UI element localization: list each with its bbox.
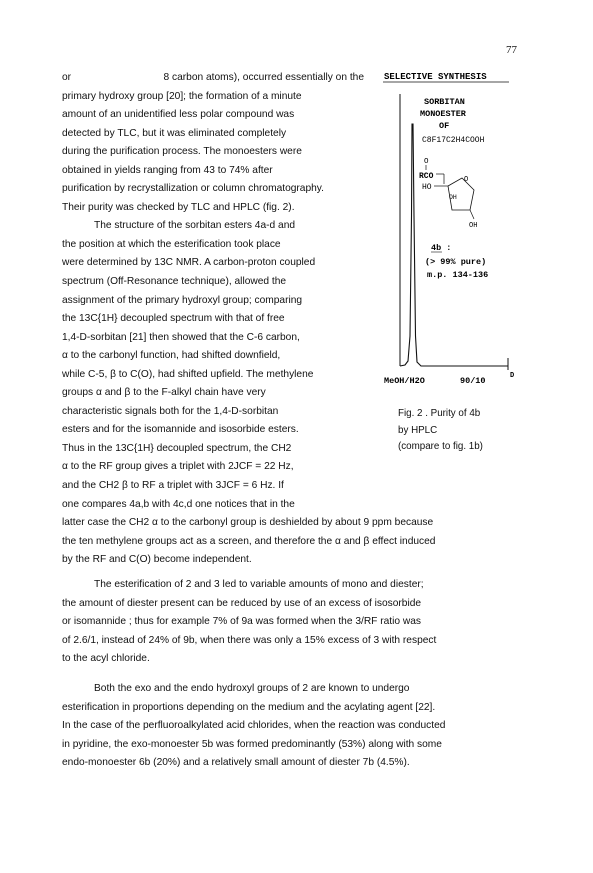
text-line: The esterification of 2 and 3 led to variable amounts of mono and diester;: [94, 579, 424, 590]
rco-label: RCO: [419, 172, 434, 181]
text-line: amount of an unidentified less polar compound was: [62, 109, 295, 121]
text-line: spectrum (Off-Resonance technique), allowed the: [62, 276, 287, 288]
text-line: and the CH2 β to RF a triplet with 3JCF = 6 Hz. If: [62, 480, 284, 492]
hplc-figure: [378, 66, 528, 396]
text-line: purification by recrystallization or column chromatography.: [62, 183, 324, 195]
compound-name-1: SORBITAN: [424, 97, 465, 107]
text-line: 1,4-D-sorbitan [21] then showed that the C-6 carbon,: [62, 331, 300, 343]
text-line: esters and for the isomannide and isosorbide esters.: [62, 424, 299, 436]
page-number: 77: [506, 44, 517, 56]
figure-heading: SELECTIVE SYNTHESIS: [384, 72, 487, 82]
text-line: α to the RF group gives a triplet with 2JCF = 22 Hz,: [62, 461, 294, 473]
text-line: while C-5, β to C(O), had shifted upfield. The methylene: [62, 368, 314, 380]
text-line: the position at which the esterification took place: [62, 238, 281, 250]
compound-formula: C8F17C2H4COOH: [422, 136, 485, 145]
compound-name-3: OF: [439, 121, 450, 131]
text-line: during the purification process. The monoesters were: [62, 146, 302, 158]
text-line: Their purity was checked by TLC and HPLC (fig. 2).: [62, 201, 295, 213]
text-line: or isomannide ; thus for example 7% of 9a was formed when the 3/RF ratio was: [62, 616, 421, 628]
ring-o: O: [464, 176, 469, 184]
text-line: were determined by 13C NMR. A carbon-proton coupled: [62, 257, 316, 269]
text-line: or 8 carbon atoms), occurred essentially on the: [62, 72, 364, 83]
caption-line: Fig. 2 . Purity of 4b: [398, 408, 481, 419]
text-line: in pyridine, the exo-monoester 5b was formed predominantly (53%) along with some: [62, 738, 442, 750]
bond: [470, 210, 474, 219]
oh-label-2: OH: [469, 222, 478, 230]
carbonyl-o: O: [424, 158, 429, 166]
paragraph-exo-endo: [62, 680, 526, 773]
melting-point: m.p. 134-136: [427, 270, 489, 280]
solvent-label: MeOH/H2O: [384, 376, 425, 386]
text-line: assignment of the primary hydroxyl group; comparing: [62, 294, 303, 306]
text-line: by the RF and C(O) become independent.: [62, 554, 252, 566]
text-line: to the acyl chloride.: [62, 653, 150, 665]
ratio-label: 90/10: [460, 376, 486, 386]
left-column-text: [62, 69, 364, 514]
figure-caption: [398, 406, 483, 456]
text-line: of 2.6/1, instead of 24% of 9b, when there was only a 15% excess of 3 with respect: [62, 634, 437, 646]
purity-text: (> 99% pure): [425, 257, 487, 267]
axis-d-label: D: [510, 372, 515, 380]
text-line: the ten methylene groups act as a screen, and therefore the α and β effect induced: [62, 535, 436, 547]
oh-label-1: OH: [449, 194, 457, 201]
text-line: Both the exo and the endo hydroxyl groups of 2 are known to undergo: [94, 683, 410, 694]
text-line: endo-monoester 6b (20%) and a relatively small amount of diester 7b (4.5%).: [62, 757, 410, 769]
paragraph-esterification: [62, 576, 526, 669]
compound-name-2: MONOESTER: [420, 109, 466, 119]
caption-line: by HPLC: [398, 424, 438, 436]
text-line: obtained in yields ranging from 43 to 74% after: [62, 164, 273, 176]
full-width-text: [62, 514, 526, 570]
text-line: the 13C{1H} decoupled spectrum with that of free: [62, 313, 285, 325]
ho-label: HO: [422, 183, 432, 192]
text-line: the amount of diester present can be reduced by use of an excess of isosorbide: [62, 597, 422, 609]
text-line: esterification in proportions depending on the medium and the acylating agent [22].: [62, 701, 436, 713]
text-line: characteristic signals both for the 1,4-D-sorbitan: [62, 405, 279, 417]
text-line: Thus in the 13C{1H} decoupled spectrum, the CH2: [62, 442, 292, 454]
text-line: primary hydroxy group [20]; the formation of a minute: [62, 90, 302, 102]
text-line: groups α and β to the F-alkyl chain have very: [62, 387, 266, 399]
text-line: latter case the CH2 α to the carbonyl group is deshielded by about 9 ppm because: [62, 517, 434, 528]
caption-line: (compare to fig. 1b): [398, 441, 483, 452]
compound-label: 4b :: [431, 243, 452, 253]
text-line: α to the carbonyl function, had shifted downfield,: [62, 350, 281, 362]
text-line: The structure of the sorbitan esters 4a-d and: [94, 220, 296, 232]
text-line: In the case of the perfluoroalkylated acid chlorides, when the reaction was conducted: [62, 720, 446, 732]
chromatogram-trace: [400, 124, 508, 366]
text-line: one compares 4a,b with 4c,d one notices that in the: [62, 498, 295, 510]
text-line: detected by TLC, but it was eliminated completely: [62, 127, 287, 139]
